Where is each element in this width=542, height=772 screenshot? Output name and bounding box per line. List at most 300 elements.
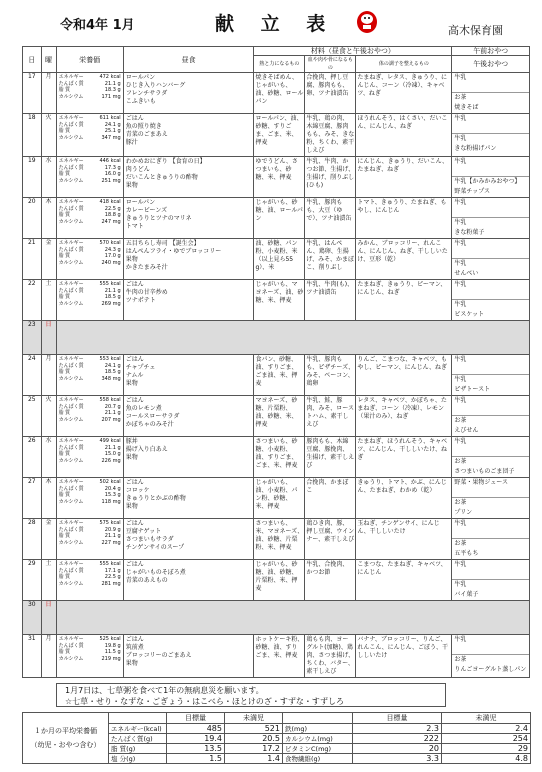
nutrition-value: 555 (99, 281, 109, 287)
snack-pm: バイ菓子 (454, 591, 479, 598)
snack-cell (452, 239, 530, 280)
nutrition-label: エネルギー (58, 561, 84, 567)
materials-energy: ゆでうどん、さつまいも、砂糖、米、押麦 (254, 157, 305, 198)
nutrition-unit: kcal (110, 356, 121, 362)
avg-target: 13.5 (167, 744, 225, 754)
nutrition-value: 347 (101, 134, 112, 141)
avg-header-target-2: 目標量 (353, 713, 442, 724)
snack-cell (452, 396, 530, 437)
nutrition-unit: g (117, 87, 121, 94)
materials-blood: 牛乳、鮭、豚肉、みそ、ローストハム、素干しえび (305, 396, 356, 437)
nutrition-unit: g (117, 649, 121, 656)
lunch-menu-cell (123, 198, 254, 239)
avg-header-actual: 未満児 (225, 713, 283, 724)
snack-pm: えびせん (454, 427, 479, 434)
avg-label-2: ビタミンC(mg) (283, 744, 353, 754)
dish-name: ごはん (125, 561, 144, 568)
weekday: 木 (41, 198, 56, 239)
day-row (23, 73, 530, 114)
nutrition-unit: kcal (110, 520, 121, 526)
nutrition-value: 18.8 (104, 212, 116, 219)
materials-energy: ホットケーキ粉、砂糖、油、すりごま、米、押麦 (254, 635, 305, 678)
day-number: 23 (23, 321, 42, 355)
snack-cell (452, 355, 530, 396)
average-title-line-1: １か月の平均栄養価 (34, 727, 97, 735)
nutrition-label: エネルギー (58, 281, 84, 287)
nutrition-unit: g (117, 485, 121, 492)
average-title (23, 713, 109, 764)
materials-blood: 牛乳、豚肉もも、ピザチーズ、みそ、ベーコン、鶏卵 (305, 355, 356, 396)
nutrition-cell (56, 280, 123, 321)
nutrition-label: 脂 質 (58, 212, 71, 219)
snack-pm-drink: お茶 (454, 499, 467, 506)
day-row (23, 519, 530, 560)
day-number: 21 (23, 239, 42, 280)
nutrition-label: カルシウム (58, 259, 84, 266)
nutrition-unit: g (117, 451, 121, 458)
nutrition-value: 15.3 (104, 492, 116, 499)
nutrition-label: 脂 質 (58, 369, 71, 376)
nutrition-label: 脂 質 (58, 253, 71, 260)
weekday: 日 (41, 321, 56, 355)
nutrition-unit: g (117, 526, 121, 533)
dish-name: じゃがいものそぼろ煮 (125, 569, 186, 576)
lunch-menu-cell (123, 280, 254, 321)
header-menu: 昼食 (123, 47, 254, 73)
snack-pm: さつまいものごま団子 (454, 468, 515, 475)
nutrition-value: 251 (101, 177, 112, 184)
nutrition-unit: g (117, 492, 121, 499)
nutrition-cell (56, 157, 123, 198)
note-line-2: ☆七草・せり・なずな・ごぎょう・はこべら・ほとけのざ・すずな・すずしろ (65, 697, 345, 706)
nutrition-label: たんぱく質 (58, 287, 84, 294)
dish-name: 果物 (125, 454, 138, 461)
snack-am: 牛乳 (452, 114, 529, 134)
nutrition-unit: g (117, 410, 121, 417)
nutrition-value: 611 (99, 115, 109, 121)
nutrition-unit: mg (112, 416, 121, 423)
nutrition-cell (56, 437, 123, 478)
materials-energy: さつまいも、砂糖、小麦粉、油、すりごま、ごま、米、押麦 (254, 437, 305, 478)
avg-target-2: 3.3 (353, 754, 442, 764)
nutrition-label: カルシウム (58, 498, 84, 505)
nutrition-unit: kcal (110, 74, 121, 80)
dish-name: だいこんときゅうりの酢物 (125, 174, 198, 181)
snack-cell (452, 437, 530, 478)
nutrition-value: 17.3 (104, 164, 116, 171)
snack-am: 牛乳 (452, 198, 529, 218)
nutrition-line (59, 128, 121, 135)
dish-name: わかめおにぎり 【食育の日】 (125, 158, 206, 165)
dish-name: さつまいもサラダ (125, 536, 174, 543)
nutrition-cell (56, 198, 123, 239)
nutrition-label: カルシウム (58, 580, 84, 587)
nutrition-value: 20.4 (104, 485, 116, 492)
lunch-menu-cell (123, 239, 254, 280)
avg-label: エネルギー(kcal) (109, 724, 167, 734)
nutrition-line (59, 376, 121, 383)
nutrition-value: 570 (99, 240, 109, 246)
nutrition-label: カルシウム (58, 539, 84, 546)
nutrition-line (59, 301, 121, 308)
materials-energy: じゃがいも、マヨネーズ、油、砂糖、米、押麦 (254, 280, 305, 321)
nutrition-line (59, 581, 121, 588)
materials-energy: 油、砂糖、パン粉、小麦粉、米（以上見ら55g）、米 (254, 239, 305, 280)
nutrition-label: エネルギー (58, 397, 84, 403)
nutrition-value: 21.1 (104, 533, 116, 540)
header-snack-pm: 午後おやつ (452, 56, 530, 73)
nutrition-value: 575 (99, 520, 109, 526)
nutrition-unit: kcal (110, 281, 121, 287)
avg-actual-2: 4.8 (442, 754, 531, 764)
nutrition-unit: g (117, 212, 121, 219)
materials-body: りんご、こまつな、キャベツ、もやし、ピーマン、にんじん、ねぎ (356, 355, 452, 396)
avg-header-target: 目標量 (167, 713, 225, 724)
nutrition-cell (56, 114, 123, 157)
nutrition-line (59, 369, 121, 376)
nutrition-unit: g (117, 205, 121, 212)
header-materials: 材料（昼食と午後おやつ） (254, 47, 452, 56)
nutrition-value: 171 (101, 93, 112, 100)
nutrition-line (59, 649, 121, 656)
materials-body: たまねぎ、ほうれんそう、キャベツ、にんじん、干ししいたけ、ねぎ (356, 437, 452, 478)
nutrition-line (59, 397, 121, 404)
nutrition-unit: g (117, 369, 121, 376)
nutrition-value: 20.7 (104, 403, 116, 410)
nutrition-unit: kcal (110, 199, 121, 205)
lunch-menu-cell (123, 396, 254, 437)
nutrition-label: たんぱく質 (58, 485, 84, 492)
lunch-menu-cell (123, 73, 254, 114)
nutrition-line (59, 135, 121, 142)
lunch-menu-cell (123, 560, 254, 601)
weekday: 土 (41, 560, 56, 601)
snack-pm: きな粉菓子 (454, 229, 485, 236)
dish-name: ごはん (125, 479, 144, 486)
nutrition-value: 21.1 (104, 80, 116, 87)
day-row (23, 321, 530, 355)
lunch-menu-cell (123, 437, 254, 478)
dish-name: 五目ちらし寿司 【誕生会】 (125, 240, 200, 247)
nutrition-label: たんぱく質 (58, 164, 84, 171)
materials-blood: 牛乳、牛肉、かつお節、生揚げ、生揚げ、削りぶし(ひも) (305, 157, 356, 198)
nutrition-unit: mg (112, 580, 121, 587)
materials-blood: 牛乳、はんぺん、鶏卵、生揚げ、みそ、かまぼこ、削りぶし (305, 239, 356, 280)
dish-name: ロールパン (125, 74, 156, 81)
nutrition-unit: mg (112, 93, 121, 100)
nutrition-value: 525 (99, 636, 109, 642)
nutrition-cell (56, 519, 123, 560)
nutrition-line (59, 356, 121, 363)
day-row (23, 635, 530, 678)
nutrition-value: 17.1 (104, 567, 116, 574)
dish-name: ブロッコリーのごまあえ (125, 652, 192, 659)
nutrition-label: たんぱく質 (58, 121, 84, 128)
dish-name: ごはん (125, 281, 144, 288)
nutrition-unit: g (117, 642, 121, 649)
materials-blood: 合挽肉、押し豆腐、豚肉もも、卵、ツナ油漬缶 (305, 73, 356, 114)
nutrition-line (59, 178, 121, 185)
avg-actual-2: 29 (442, 744, 531, 754)
materials-energy: さつまいも、米、マヨネーズ、油、砂糖、片栗粉、米、押麦 (254, 519, 305, 560)
dish-name: 果物 (125, 503, 138, 510)
materials-blood: 鶏ひき肉、豚、押し豆腐、ウインナー、素干しえび (305, 519, 356, 560)
nutrition-unit: kcal (110, 115, 121, 121)
holiday-cell (56, 321, 529, 355)
avg-header-actual-2: 未満児 (442, 713, 531, 724)
nutrition-value: 219 (101, 655, 112, 662)
dish-name: ナムル (125, 372, 144, 379)
holiday-cell (56, 601, 529, 635)
avg-header-blank-2 (283, 713, 353, 724)
nutrition-unit: g (117, 294, 121, 301)
dish-name: きゅうりとかぶの酢物 (125, 495, 186, 502)
snack-pm: 野菜チップス (454, 188, 490, 195)
materials-body: きゅうり、トマト、かぶ、にんじん、たまねぎ、わかめ（乾） (356, 478, 452, 519)
nutrition-cell (56, 73, 123, 114)
snack-pm: ビスケット (454, 311, 485, 318)
dish-name: チンゲンサイのスープ (125, 544, 185, 551)
nutrition-label: カルシウム (58, 416, 84, 423)
materials-blood: 牛乳、鶏の肉、木綿豆腐、豚肉もも、みそ、きな粉、ちくわ、素干しえび (305, 114, 356, 157)
page-title: 献 立 表 (215, 13, 336, 35)
materials-body: ほうれんそう、はくさい、だいこん、にんじん、ねぎ (356, 114, 452, 157)
nutrition-unit: g (117, 287, 121, 294)
day-number: 27 (23, 478, 42, 519)
nutrition-label: カルシウム (58, 93, 84, 100)
dish-name: カレービーンズ (125, 207, 168, 214)
avg-target: 19.4 (167, 734, 225, 744)
day-row (23, 355, 530, 396)
nutrition-value: 118 (101, 498, 112, 505)
materials-energy: じゃがいも、砂糖、油、砂糖、片栗粉、米、押麦 (254, 560, 305, 601)
nutrition-label: エネルギー (58, 240, 84, 246)
nutrition-value: 18.5 (104, 369, 116, 376)
nutrition-label: たんぱく質 (58, 642, 84, 649)
nutrition-label: たんぱく質 (58, 403, 84, 410)
snack-pm-drink: 牛乳 (454, 301, 467, 308)
day-row (23, 157, 530, 198)
nutrition-label: エネルギー (58, 438, 84, 444)
nutrition-value: 472 (99, 74, 109, 80)
note-line-1: 1月7日は、七草粥を食べて1年の無病息災を願います。 (65, 686, 264, 695)
nutrition-value: 18.5 (104, 294, 116, 301)
nutrition-label: たんぱく質 (58, 444, 84, 451)
snack-cell (452, 198, 530, 239)
nutrition-line (59, 219, 121, 226)
day-number: 19 (23, 157, 42, 198)
day-number: 31 (23, 635, 42, 678)
dish-name: ごはん (125, 115, 144, 122)
day-number: 25 (23, 396, 42, 437)
nutrition-label: 脂 質 (58, 492, 71, 499)
snack-cell (452, 157, 530, 198)
materials-body: レタス、キャベツ、かぼちゃ、たまねぎ、コーン（冷凍）、レモン（果汁のみ）、ねぎ (356, 396, 452, 437)
lunch-menu-cell (123, 635, 254, 678)
nutrition-line (59, 260, 121, 267)
header-mat-blood: 血や肉や骨になるもの (305, 56, 356, 73)
nutrition-unit: g (117, 574, 121, 581)
nutrition-value: 16.0 (104, 171, 116, 178)
weekday: 金 (41, 239, 56, 280)
nutrition-line (59, 499, 121, 506)
nanakusa-note (56, 683, 446, 707)
dish-name: かきたまみそ汁 (125, 264, 168, 271)
nutrition-unit: g (117, 80, 121, 87)
dish-name: 青菜のあえもの (125, 577, 168, 584)
nutrition-line (59, 212, 121, 219)
nutrition-value: 553 (99, 356, 109, 362)
nutrition-line (59, 87, 121, 94)
nutrition-cell (56, 560, 123, 601)
nutrition-line (59, 492, 121, 499)
day-number: 26 (23, 437, 42, 478)
avg-label: 脂 質(g) (109, 744, 167, 754)
nutrition-value: 22.5 (104, 205, 116, 212)
nutrition-unit: kcal (110, 438, 121, 444)
nutrition-line (59, 458, 121, 465)
nutrition-value: 446 (99, 158, 109, 164)
nutrition-label: 脂 質 (58, 171, 71, 178)
average-title-line-2: （幼児・おやつ含む） (30, 741, 101, 749)
nutrition-value: 21.1 (104, 287, 116, 294)
nutrition-value: 11.5 (104, 649, 116, 656)
day-number: 17 (23, 73, 42, 114)
dish-name: 肉うどん (125, 166, 150, 173)
avg-header-blank (109, 713, 167, 724)
dish-name: ツナポテト (125, 297, 156, 304)
dish-name: トマト (125, 223, 144, 230)
nutrition-label: 脂 質 (58, 294, 71, 301)
nutrition-value: 269 (101, 300, 112, 307)
lunch-menu-cell (123, 478, 254, 519)
nutrition-unit: g (117, 164, 121, 171)
snack-am: 牛乳 (452, 239, 529, 259)
nutrition-label: エネルギー (58, 158, 84, 164)
materials-blood: 豚肉もも、木綿豆腐、豚挽肉、生揚げ、素干しえび (305, 437, 356, 478)
snack-pm: ピザトースト (454, 386, 491, 393)
avg-actual-2: 2.4 (442, 724, 531, 734)
lunch-menu-cell (123, 157, 254, 198)
nutrition-line (59, 636, 121, 643)
day-number: 20 (23, 198, 42, 239)
weekday: 水 (41, 437, 56, 478)
nutrition-unit: mg (112, 457, 121, 464)
dish-name: ごはん (125, 520, 144, 527)
nutrition-label: たんぱく質 (58, 362, 84, 369)
snack-cell (452, 635, 530, 678)
materials-blood: 牛乳、牛肉(も)、ツナ油漬缶 (305, 280, 356, 321)
nutrition-line (59, 158, 121, 165)
snack-pm: 五平もち (454, 550, 479, 557)
nutrition-line (59, 533, 121, 540)
materials-body: たまねぎ、レタス、きゅうり、にんじん、コーン（冷凍）、キャベツ、ねぎ (356, 73, 452, 114)
avg-label: 塩 分(g) (109, 754, 167, 764)
nutrition-line (59, 240, 121, 247)
materials-body: 玉ねぎ、チンゲンサイ、にんじん、干ししいたけ (356, 519, 452, 560)
nutrition-value: 25.1 (104, 128, 116, 135)
nutrition-label: たんぱく質 (58, 526, 84, 533)
snack-am: 牛乳 (452, 73, 529, 93)
nutrition-cell (56, 239, 123, 280)
nutrition-label: カルシウム (58, 177, 84, 184)
day-number: 30 (23, 601, 42, 635)
dish-name: 牛肉の甘辛炒め (125, 289, 168, 296)
lunch-menu-cell (123, 114, 254, 157)
nutrition-value: 24.3 (104, 246, 116, 253)
dish-name: チャプチェ (125, 364, 156, 371)
snack-pm: せんべい (454, 270, 479, 277)
weekday: 金 (41, 519, 56, 560)
dish-name: 魚のレモン煮 (125, 405, 162, 412)
nutrition-value: 226 (101, 457, 112, 464)
materials-energy: 焼きそばめん、じゃがいも、油、砂糖、ロールパン (254, 73, 305, 114)
snack-pm-drink: 牛乳 (454, 260, 467, 267)
day-number: 29 (23, 560, 42, 601)
dish-name: きゅうりとツナのマリネ (125, 215, 192, 222)
snack-pm: きな粉揚げパン (454, 145, 497, 152)
nutrition-label: エネルギー (58, 199, 84, 205)
materials-energy: 食パン、砂糖、油、すりごま、ごま油、米、押麦 (254, 355, 305, 396)
nutrition-label: カルシウム (58, 218, 84, 225)
nutrition-unit: kcal (110, 561, 121, 567)
snack-pm-drink: 牛乳 (454, 219, 467, 226)
weekday: 日 (41, 601, 56, 635)
nutrition-line (59, 479, 121, 486)
nutrition-label: エネルギー (58, 479, 84, 485)
nutrition-label: カルシウム (58, 134, 84, 141)
nutrition-unit: mg (112, 218, 121, 225)
snack-cell (452, 114, 530, 157)
dish-name: 果物 (125, 660, 138, 667)
nutrition-label: エネルギー (58, 356, 84, 362)
nutrition-unit: mg (112, 177, 121, 184)
nutrition-unit: g (117, 362, 121, 369)
snack-pm-drink: 牛乳 (454, 376, 467, 383)
lunch-menu-cell (123, 519, 254, 560)
dish-name: 筑前煮 (125, 644, 144, 651)
dish-name: 果物 (125, 380, 138, 387)
materials-body: にんじん、きゅうり、だいこん、たまねぎ、ねぎ (356, 157, 452, 198)
page-header (0, 0, 542, 46)
nutrition-value: 499 (99, 438, 109, 444)
nutrition-label: エネルギー (58, 115, 84, 121)
day-row (23, 437, 530, 478)
nutrition-line (59, 281, 121, 288)
weekday: 月 (41, 635, 56, 678)
nutrition-value: 19.8 (104, 642, 116, 649)
avg-label-2: 食物繊維(g) (283, 754, 353, 764)
snack-cell (452, 519, 530, 560)
header-nutrition: 栄養価 (56, 47, 123, 73)
snack-cell (452, 280, 530, 321)
materials-body: みかん、ブロッコリー、れんこん、にんじん、ねぎ、干ししいたけ、豆形（乾） (356, 239, 452, 280)
snack-am: 牛乳 (452, 635, 529, 655)
nutrition-value: 247 (101, 218, 112, 225)
nutrition-unit: mg (112, 259, 121, 266)
nutrition-cell (56, 478, 123, 519)
average-nutrition-table (22, 712, 531, 764)
nutrition-value: 502 (99, 479, 109, 485)
nutrition-unit: mg (112, 375, 121, 382)
snack-pm-drink: お茶 (454, 458, 467, 465)
nutrition-unit: g (117, 246, 121, 253)
day-number: 22 (23, 280, 42, 321)
nutrition-label: 脂 質 (58, 87, 71, 94)
materials-blood: 合挽肉、かまぼこ (305, 478, 356, 519)
dish-name: こふきいも (125, 98, 156, 105)
dish-name: 豚丼 (125, 438, 138, 445)
